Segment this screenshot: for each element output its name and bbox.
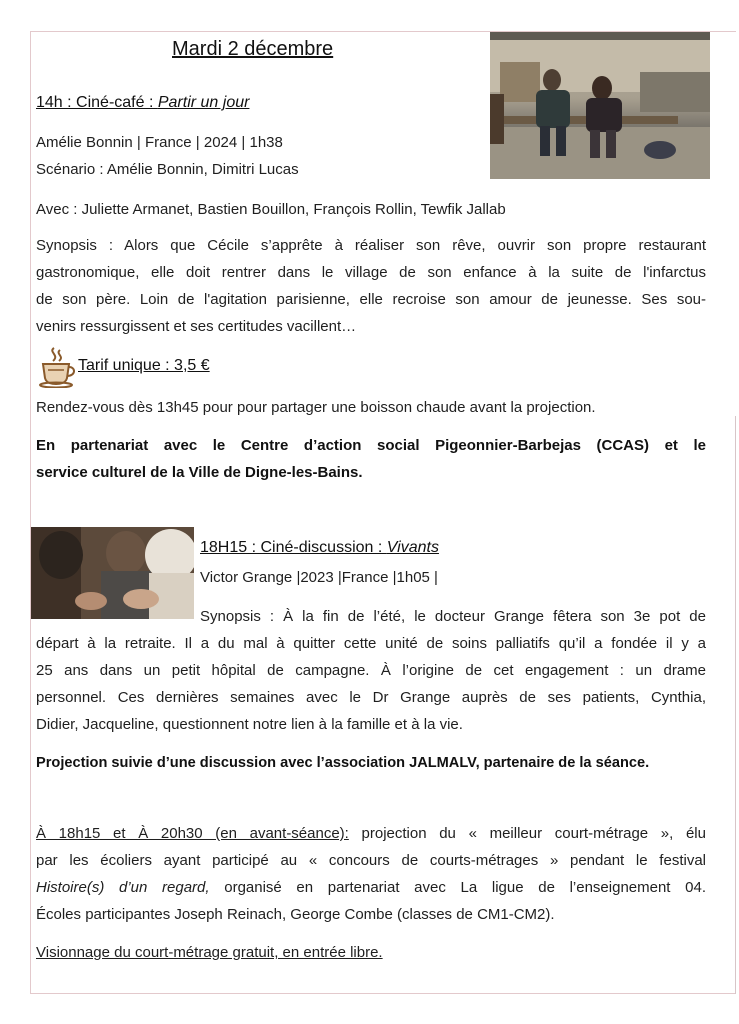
- event1-film-title: Partir un jour: [157, 94, 250, 111]
- event2-film-title: Vivants: [386, 539, 439, 556]
- event1-synopsis-line1: Synopsis : Alors que Cécile s’apprête à réaliser son rêve, ouvrir son propre restaurant: [36, 237, 706, 254]
- shorts-line4: Écoles participantes Joseph Reinach, George Combe (classes de CM1-CM2).: [36, 906, 555, 923]
- event2-heading: [200, 539, 439, 557]
- event1-credits-line2: Scénario : Amélie Bonnin, Dimitri Lucas: [36, 161, 299, 178]
- event2-synopsis-line5: Didier, Jacqueline, questionnent notre lien à la famille et à la vie.: [36, 716, 463, 733]
- event2-synopsis-line4: personnel. Ces dernières semaines avec le Dr Grange auprès de ses patients, Cynthia,: [36, 689, 706, 706]
- film-photo-vivants: [31, 527, 194, 619]
- shorts-line2: par les écoliers ayant participé au « concours de courts-métrages » pendant le festival: [36, 852, 706, 869]
- event1-heading: [36, 94, 249, 112]
- event1-meeting-info: Rendez-vous dès 13h45 pour pour partager une boisson chaude avant la projection.: [36, 399, 596, 416]
- event1-synopsis-line2: gastronomique, elle doit rentrer dans le village de son enfance à la suite de l'infarctus: [36, 264, 706, 281]
- shorts-line3: [36, 875, 706, 901]
- shorts-line1: [36, 821, 706, 847]
- event1-partnership-line1: En partenariat avec le Centre d’action social Pigeonnier-Barbejas (CCAS) et le: [36, 437, 706, 454]
- shorts-line3-rest: organisé en partenariat avec La ligue de l’enseignement 04.: [209, 879, 706, 896]
- coffee-cup-icon: [38, 346, 78, 388]
- event2-credits: Victor Grange |2023 |France |1h05 |: [200, 569, 438, 586]
- film-photo-partir-un-jour: [490, 32, 710, 179]
- page-title: Mardi 2 décembre: [172, 38, 334, 60]
- page-frame-right-edge: [735, 416, 736, 994]
- event2-synopsis-line3: 25 ans dans un petit hôpital de campagne. À l’origine de cet engagement : un drame: [36, 662, 706, 679]
- event1-synopsis-line3: de son père. Loin de l'agitation parisienne, elle recroise son amour de jeunesse. Ses sou-: [36, 291, 706, 308]
- festival-name: Histoire(s) d’un regard,: [36, 879, 210, 896]
- event1-partnership-line2: service culturel de la Ville de Digne-les-Bains.: [36, 464, 363, 481]
- event2-synopsis-line2: départ à la retraite. Il a du mal à quitter cette unité de soins palliatifs qu’il a fondée il y a: [36, 635, 706, 652]
- event1-synopsis-line4: venirs ressurgissent et ses certitudes vacillent…: [36, 318, 357, 335]
- event1-price: Tarif unique : 3,5 €: [78, 357, 210, 374]
- shorts-label: À 18h15 et À 20h30 (en avant-séance):: [36, 825, 349, 842]
- shorts-free-entry: Visionnage du court-métrage gratuit, en entrée libre.: [36, 944, 383, 961]
- event1-credits-line1: Amélie Bonnin | France | 2024 | 1h38: [36, 134, 283, 151]
- event2-discussion: Projection suivie d’une discussion avec l’association JALMALV, partenaire de la séance.: [36, 755, 650, 771]
- event2-synopsis-line1: Synopsis : À la fin de l’été, le docteur Grange fêtera son 3e pot de: [200, 608, 706, 625]
- shorts-line1-rest: projection du « meilleur court-métrage », élu: [348, 825, 706, 842]
- event1-time: 14h : Ciné-café :: [36, 94, 158, 111]
- event1-cast: Avec : Juliette Armanet, Bastien Bouillon, François Rollin, Tewfik Jallab: [36, 201, 506, 218]
- event2-time: 18H15 : Ciné-discussion :: [200, 539, 387, 556]
